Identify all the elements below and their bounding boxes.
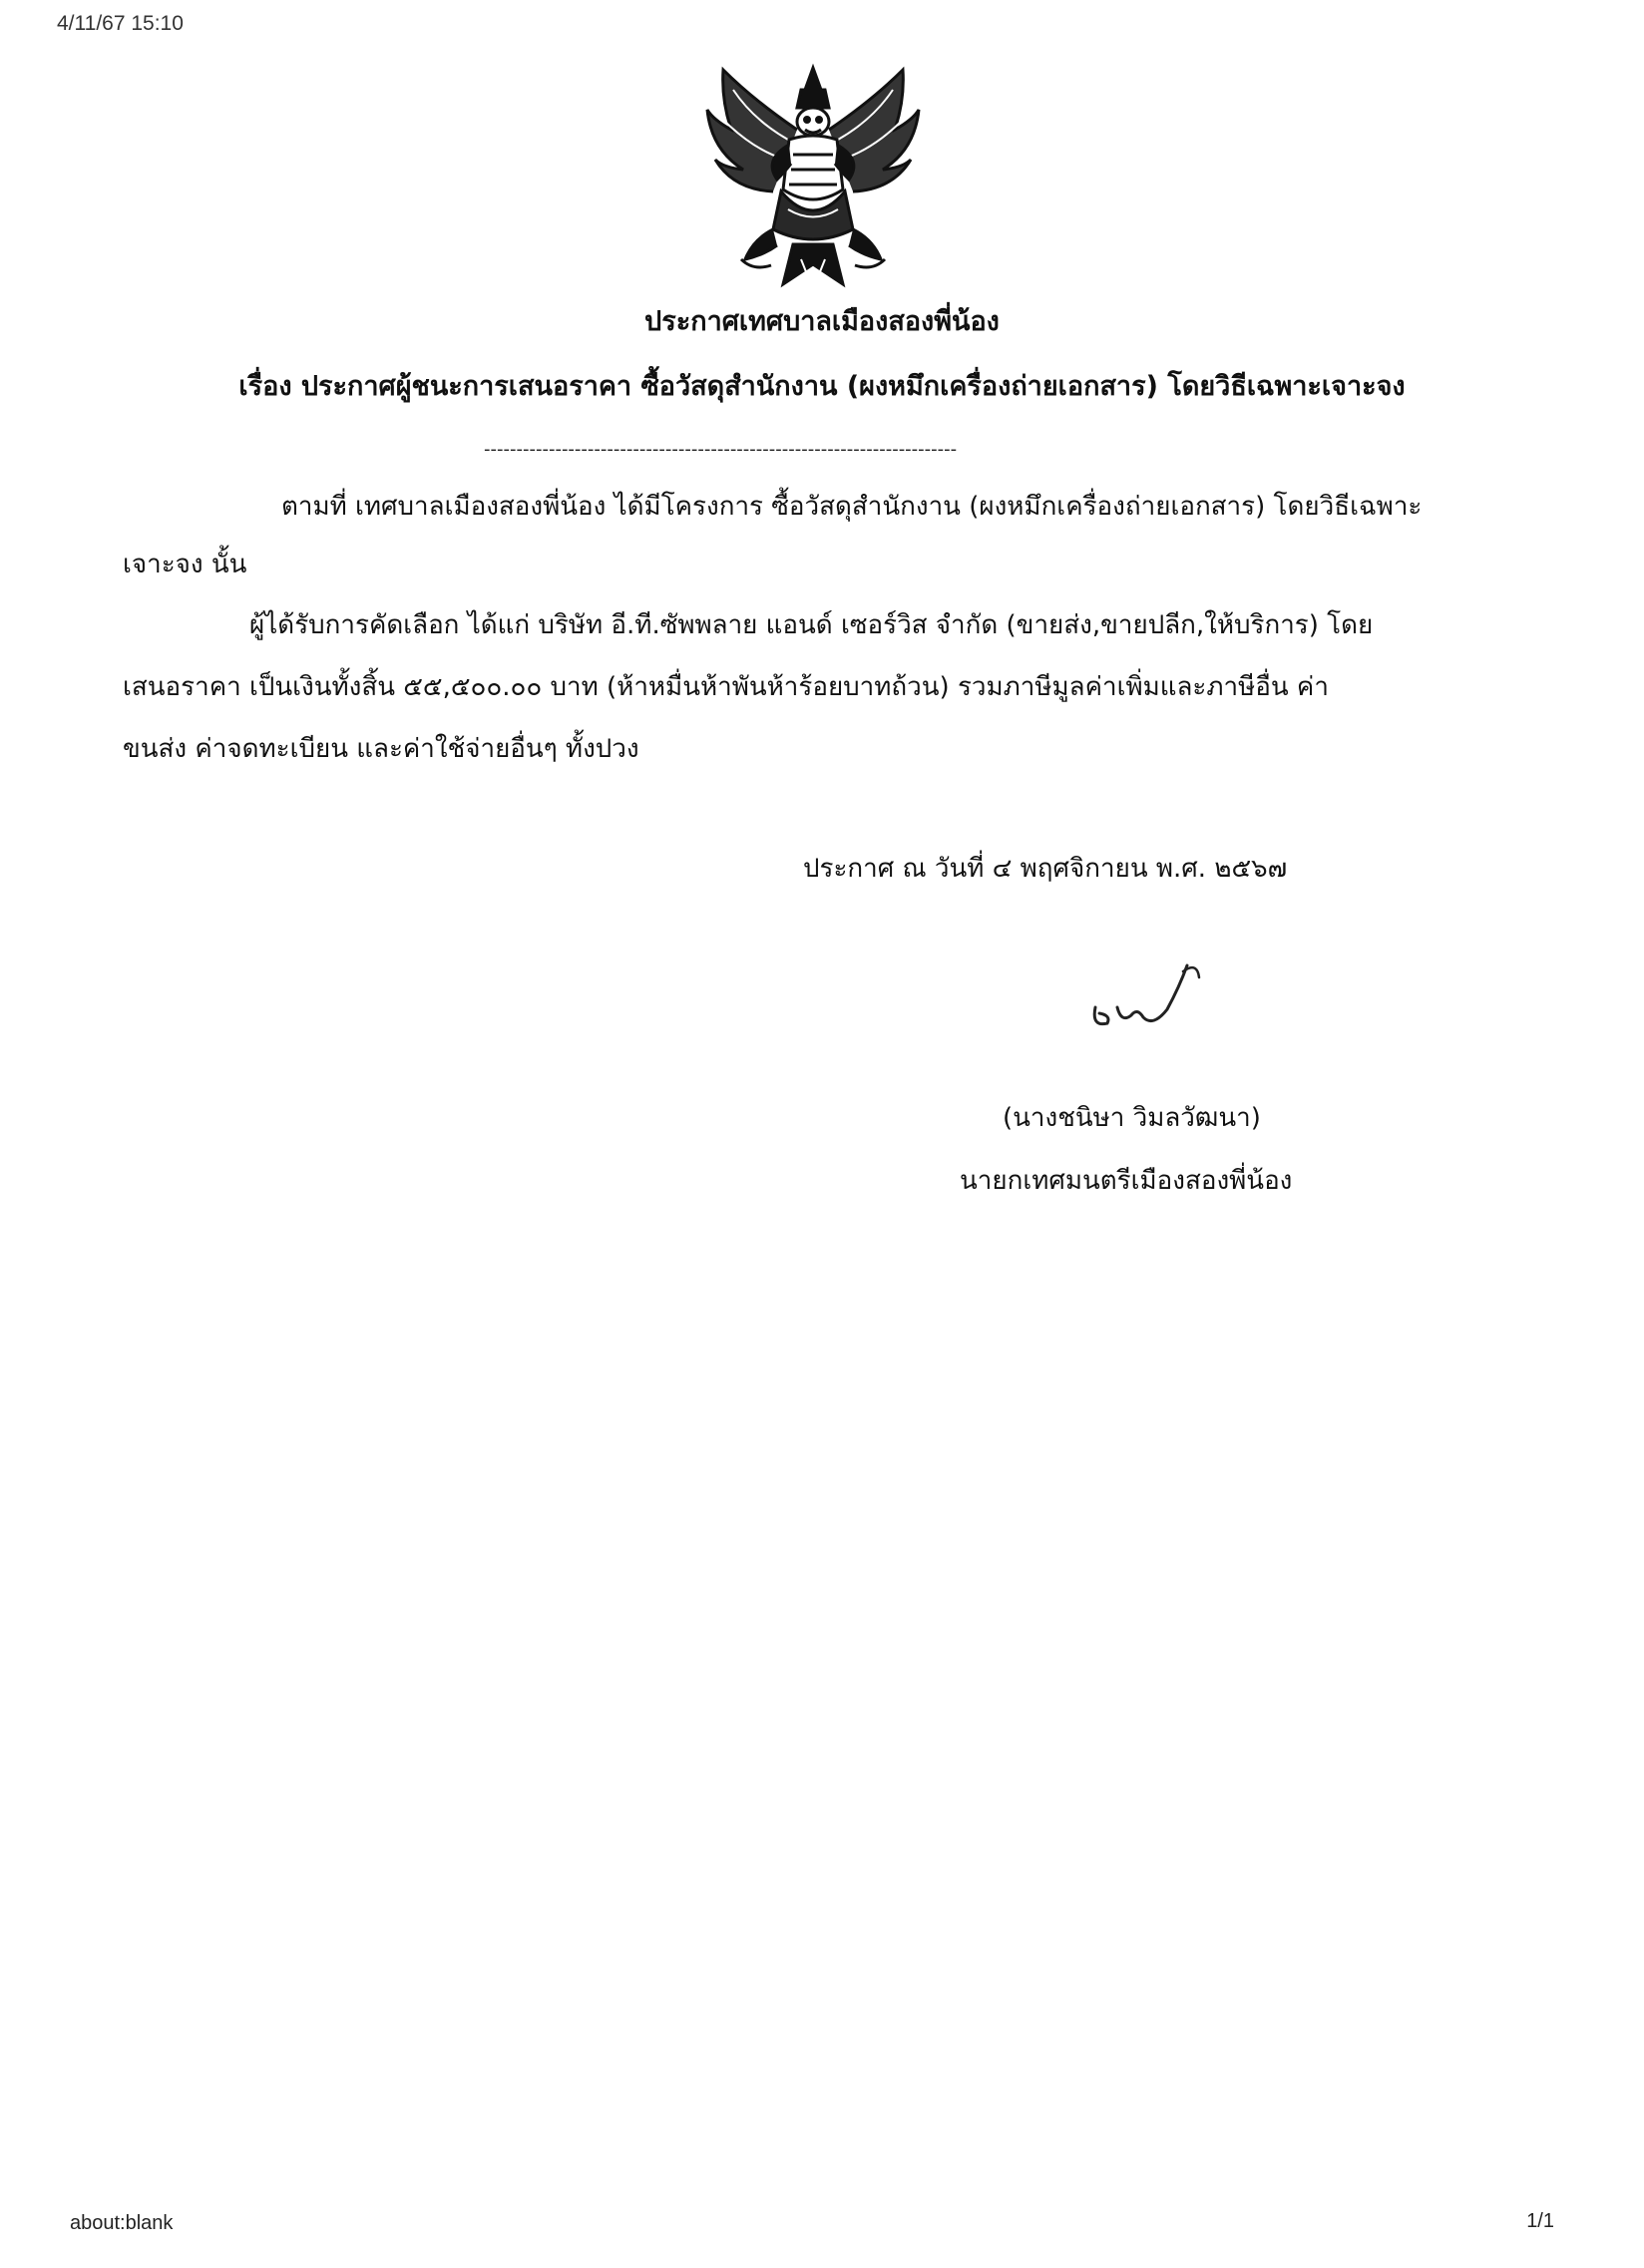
paragraph-2-line-3: ขนส่ง ค่าจดทะเบียน และค่าใช้จ่ายอื่นๆ ทั้งปวง [123, 734, 639, 764]
handwritten-signature [1087, 957, 1207, 1037]
announce-date: ประกาศ ณ วันที่ ๔ พฤศจิกายน พ.ศ. ๒๕๖๗ [803, 854, 1288, 884]
document-title: ประกาศเทศบาลเมืองสองพี่น้อง [644, 306, 1000, 337]
garuda-emblem-icon [693, 60, 933, 297]
print-footer-url: about:blank [70, 2212, 174, 2234]
divider-line: ------------------------------------------------------------------------- [484, 439, 958, 460]
signer-position: นายกเทศมนตรีเมืองสองพี่น้อง [960, 1166, 1293, 1196]
signer-name: (นางชนิษา วิมลวัฒนา) [1003, 1103, 1261, 1133]
paragraph-2-line-1: ผู้ได้รับการคัดเลือก ได้แก่ บริษัท อี.ที.ซัพพลาย แอนด์ เซอร์วิส จำกัด (ขายส่ง,ขายปลีก,ให้บริการ) โดย [249, 610, 1374, 640]
paragraph-1-line-1: ตามที่ เทศบาลเมืองสองพี่น้อง ได้มีโครงการ ซื้อวัสดุสำนักงาน (ผงหมึกเครื่องถ่ายเอกสาร) โดยวิธีเฉพาะ [281, 492, 1423, 522]
print-header-datetime: 4/11/67 15:10 [57, 12, 184, 35]
paragraph-2-line-2: เสนอราคา เป็นเงินทั้งสิ้น ๕๕,๕๐๐.๐๐ บาท (ห้าหมื่นห้าพันห้าร้อยบาทถ้วน) รวมภาษีมูลค่าเพิ่มและภาษีอื่น ค่า [123, 672, 1329, 702]
document-subject: เรื่อง ประกาศผู้ชนะการเสนอราคา ซื้อวัสดุสำนักงาน (ผงหมึกเครื่องถ่ายเอกสาร) โดยวิธีเฉพาะเจาะจง [238, 371, 1406, 402]
paragraph-1-line-2: เจาะจง นั้น [123, 550, 247, 579]
print-footer-page: 1/1 [1526, 2210, 1554, 2232]
